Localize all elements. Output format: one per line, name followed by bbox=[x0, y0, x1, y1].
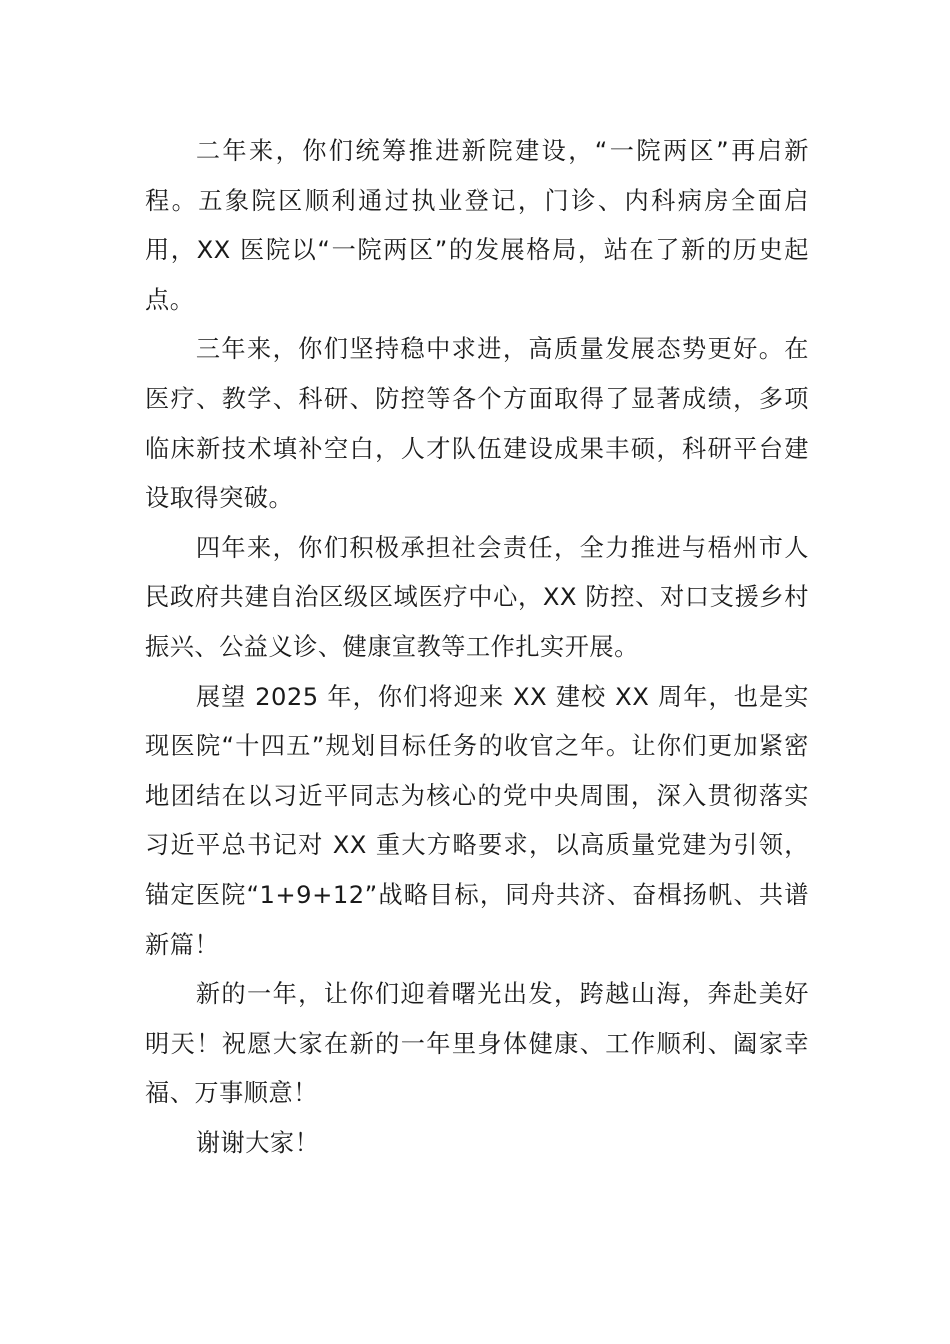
paragraph-new-year-wishes: 新的一年，让你们迎着曙光出发，跨越山海，奔赴美好明天！祝愿大家在新的一年里身体健康、工作顺利、阖家幸福、万事顺意！ bbox=[145, 980, 809, 1108]
paragraph-social-responsibility: 四年来，你们积极承担社会责任，全力推进与梧州市人民政府共建自治区级区域医疗中心，XX 防控、对口支援乡村振兴、公益义诊、健康宣教等工作扎实开展。 bbox=[145, 533, 809, 661]
paragraph-construction: 二年来，你们统筹推进新院建设，“一院两区”再启新程。五象院区顺利通过执业登记，门诊、内科病房全面启用，XX 医院以“一院两区”的发展格局，站在了新的历史起点。 bbox=[145, 137, 809, 314]
paragraph-thanks: 谢谢大家！ bbox=[195, 1128, 320, 1157]
paragraph-outlook-2025: 展望 2025 年，你们将迎来 XX 建校 XX 周年，也是实现医院“十四五”规划目标任务的收官之年。让你们更加紧密地团结在以习近平同志为核心的党中央周围，深入贯彻落实习近平总书记对 XX 重大方略要求，以高质量党建为引领，锚定医院“1+9+12”战略目标，同舟共济、奋楫扬帆、共谱新篇！ bbox=[145, 682, 809, 959]
paragraph-development: 三年来，你们坚持稳中求进，高质量发展态势更好。在医疗、教学、科研、防控等各个方面取得了显著成绩，多项临床新技术填补空白，人才队伍建设成果丰硕，科研平台建设取得突破。 bbox=[145, 335, 809, 513]
document-body bbox=[145, 127, 809, 1168]
